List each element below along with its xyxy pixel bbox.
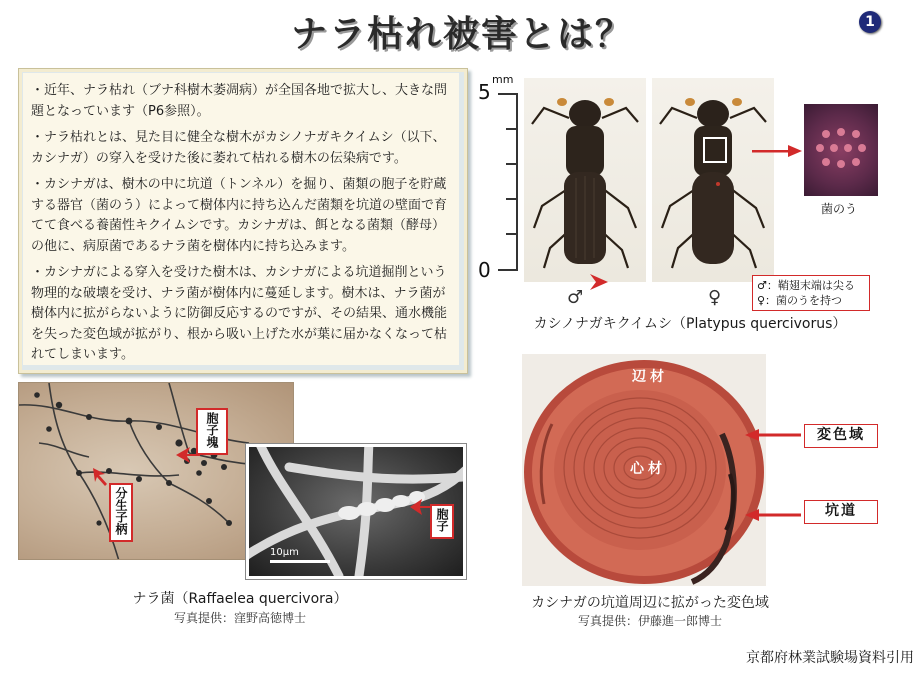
- intro-bullet-3: ・カシナガは、樹木の中に坑道（トンネル）を掘り、菌類の胞子を貯蔵する器官（菌のう）によって樹体内に持ち込んだ菌類を坑道の壁面で育てて食べる養菌性キクイムシです。カシナガは、餌となる菌類（酵母）の他に、病原菌であるナラ菌を樹体内に持ち込みます。: [31, 177, 448, 254]
- scale-bar: [270, 560, 330, 563]
- spore-label: [430, 504, 454, 539]
- male-symbol: ♂: [567, 287, 584, 308]
- page-number-badge: 1: [859, 11, 881, 33]
- sex-notes-box: [752, 275, 870, 311]
- axis-top-label: 5: [478, 80, 491, 104]
- page-title: ナラ枯れ被害とは？: [290, 14, 633, 55]
- intro-bullet-1: ・近年、ナラ枯れ（ブナ科樹木萎凋病）が全国各地で拡大し、大きな問題となっています（P6参照）。: [31, 83, 448, 119]
- note-male: ♂：鞘翅末端は尖る: [757, 279, 855, 292]
- beetle-scale-axis: [516, 93, 518, 271]
- female-symbol: ♀: [708, 287, 722, 308]
- spore-mass-label-text: 胞子塊: [205, 412, 219, 448]
- heartwood-label: 心材: [630, 461, 666, 477]
- wood-caption: カシナガの坑道周辺に拡がった変色域: [531, 595, 769, 611]
- discolored-arrow-icon: [745, 428, 801, 442]
- axis-tick-3: [506, 163, 518, 165]
- axis-tick-1: [506, 233, 518, 235]
- source-citation: 京都府林業試験場資料引用: [746, 650, 914, 666]
- beetle-caption: カシノナガキクイムシ（Platypus quercivorus）: [533, 316, 847, 332]
- axis-tick-4: [506, 128, 518, 130]
- conidiophore-arrow-icon: [91, 466, 109, 486]
- sapwood-label: 辺材: [632, 369, 668, 385]
- conidiophore-label-text: 分生子柄: [114, 487, 128, 535]
- note-female: ♀：菌のうを持つ: [757, 294, 843, 307]
- axis-tick-0: [498, 269, 518, 271]
- wood-credit: 写真提供：伊藤進一郎博士: [577, 614, 722, 628]
- tunnel-tag: 坑道: [804, 500, 878, 524]
- scale-bar-label: 10μm: [270, 547, 299, 558]
- mycangia-pits-illustration: [804, 104, 878, 196]
- spore-mass-arrow-icon: [176, 446, 200, 464]
- spore-label-text: 胞子: [435, 508, 449, 532]
- spore-mass-label: [196, 408, 228, 455]
- axis-tick-5: [498, 93, 518, 95]
- fungus-credit: 写真提供：窪野高徳博士: [173, 611, 306, 625]
- spore-arrow-icon: [410, 498, 432, 516]
- mycangia-photo: [804, 104, 878, 196]
- tunnel-arrow-icon: [745, 508, 801, 522]
- female-beetle-photo: [652, 78, 774, 282]
- mycangia-label: 菌のう: [821, 202, 858, 216]
- intro-text-panel: [18, 68, 468, 374]
- male-beetle-illustration: [524, 78, 646, 282]
- intro-bullet-4: ・カシナガによる穿入を受けた樹木は、カシナガによる坑道掘削という物理的な破壊を受け、ナラ菌が樹体内に蔓延します。樹木は、ナラ菌が樹体内に拡がらないように防御反応するのですが、その結果、通水機能を失った変色域が拡がり、根から吸い上げた水が葉に届かなくなって枯れてしまいます。: [31, 265, 448, 362]
- axis-unit-label: mm: [492, 73, 514, 86]
- male-beetle-photo: [524, 78, 646, 282]
- conidiophore-label: [109, 483, 133, 542]
- fungus-caption: ナラ菌（Raffaelea quercivora）: [132, 591, 348, 607]
- female-beetle-illustration: [652, 78, 774, 282]
- axis-bottom-label: 0: [478, 258, 491, 282]
- axis-tick-2: [506, 198, 518, 200]
- discolored-zone-tag: 変色域: [804, 424, 878, 448]
- mycangia-arrow-icon: [752, 144, 802, 158]
- intro-bullet-2: ・ナラ枯れとは、見た目に健全な樹木がカシノナガキクイムシ（以下、カシナガ）の穿入を受けた後に萎れて枯れる樹木の伝染病です。: [31, 130, 446, 166]
- male-elytra-arrow-icon: [588, 272, 610, 292]
